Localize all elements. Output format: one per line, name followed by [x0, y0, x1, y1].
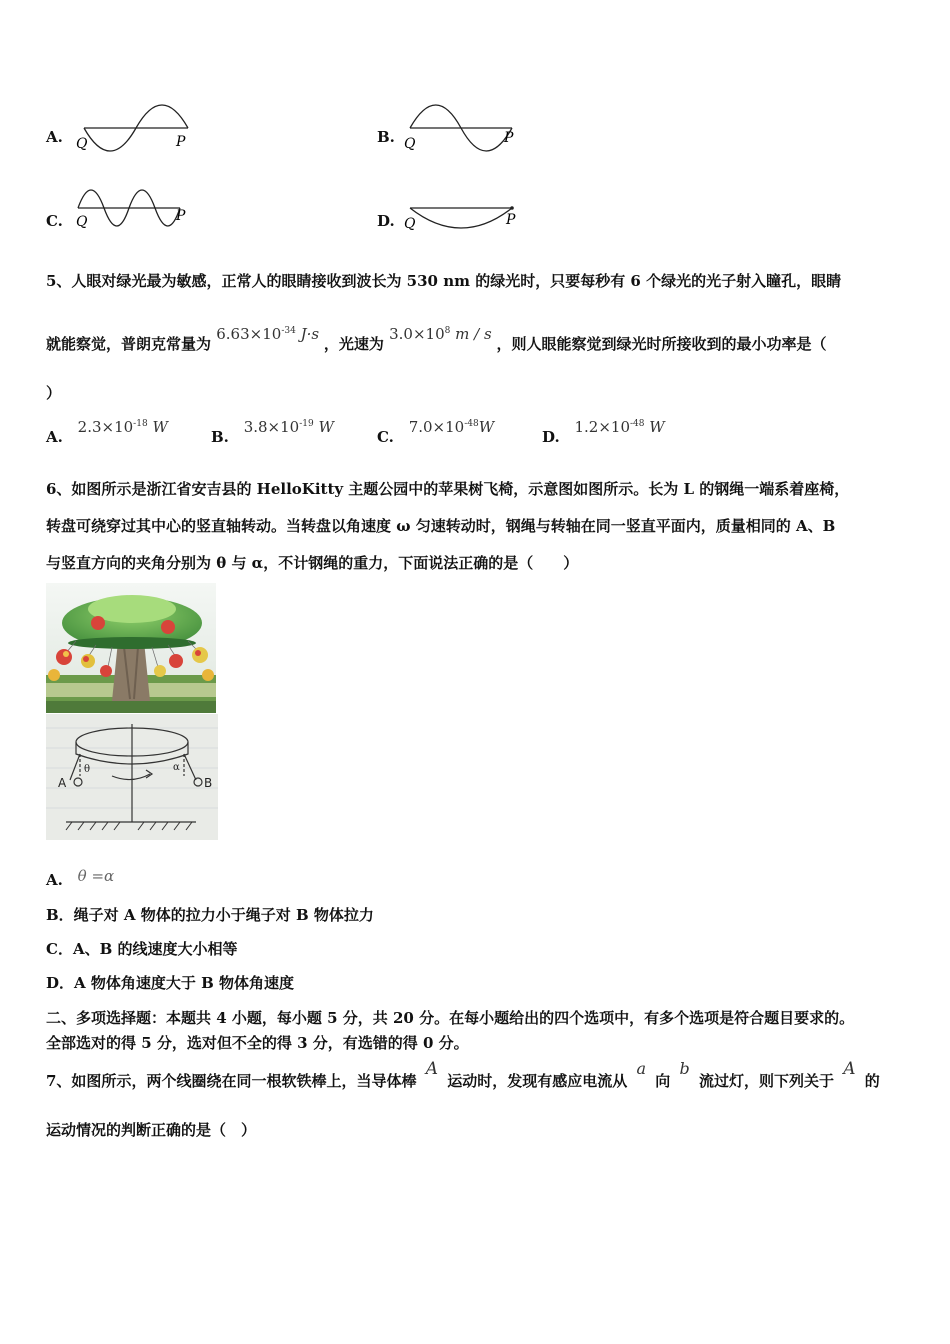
planck-constant: $6.63\times 10^{-34}$ J·s	[216, 325, 320, 343]
q7-line-1: 7、如图所示，两个线圈绕在同一根软铁棒上，当导体棒 A 运动时，发现有感应电流从 a 向 b 流过灯，则下列关于 A 的	[46, 1059, 880, 1090]
wave-figure-b	[400, 96, 530, 156]
q5-text-a: 就能察觉，普朗克常量为	[46, 335, 212, 353]
q-label: Q	[404, 136, 416, 152]
q5-option-b: B. $3.8\times 10^{-19}$ W	[211, 418, 334, 446]
var-A-2: A	[843, 1059, 856, 1079]
var-b: b	[679, 1059, 690, 1078]
q6-option-a: A. θ =α	[46, 867, 115, 889]
q-label: Q	[76, 136, 88, 152]
var-a: a	[636, 1059, 646, 1078]
q5-text-c: ，则人眼能察觉到绿光时所接收到的最小功率是（	[496, 335, 827, 353]
q-label: Q	[76, 214, 88, 230]
section2-line-1: 二、多项选择题：本题共 4 小题，每小题 5 分，共 20 分。在每小题给出的四个选项中，有多个选项是符合题目要求的。	[46, 1009, 855, 1027]
p-label: P	[176, 134, 186, 150]
swing-diagram	[46, 714, 218, 840]
var-A: A	[425, 1059, 438, 1079]
q5-text-b: ，光速为	[323, 335, 384, 353]
apple-tree-ride-photo	[46, 583, 216, 713]
p-label: P	[504, 130, 514, 146]
q6-option-b: B．绳子对 A 物体的拉力小于绳子对 B 物体拉力	[46, 906, 374, 924]
q6-line-2: 转盘可绕穿过其中心的竖直轴转动。当转盘以角速度 ω 匀速转动时，钢绳与转轴在同一竖直平面内，质量相同的 A、B	[46, 517, 836, 535]
p-label: P	[176, 208, 186, 224]
q-label: Q	[404, 216, 416, 232]
q6-option-c: C．A、B 的线速度大小相等	[46, 940, 238, 958]
option-label: C.	[46, 212, 63, 230]
label-b: B	[204, 776, 213, 790]
q5-option-d: D. $1.2\times 10^{-48}$ W	[542, 418, 665, 446]
wave-figure-c	[70, 180, 200, 240]
wave-figure-d	[400, 196, 530, 236]
q5-line-2	[46, 325, 827, 354]
q6-line-1: 6、如图所示是浙江省安吉县的 HelloKitty 主题公园中的苹果树飞椅，示意图如图所示。长为 L 的钢绳一端系着座椅，	[46, 480, 850, 498]
speed-of-light: $3.0\times 10^8$ m / s	[389, 325, 492, 343]
option-label: B.	[377, 128, 395, 146]
q5-option-a: A. $2.3\times 10^{-18}$ W	[46, 418, 168, 446]
q5-option-c: C. $7.0\times 10^{-48}W$	[377, 418, 495, 446]
q6-option-d: D．A 物体角速度大于 B 物体角速度	[46, 974, 294, 992]
q5-line-1: 5、人眼对绿光最为敏感，正常人的眼睛接收到波长为 530 nm 的绿光时，只要每秒有 6 个绿光的光子射入瞳孔，眼睛	[46, 272, 842, 290]
wave-figure-a	[70, 96, 200, 156]
q7-line-2: 运动情况的判断正确的是（ ）	[46, 1121, 257, 1139]
q6-line-3: 与竖直方向的夹角分别为 θ 与 α，不计钢绳的重力，下面说法正确的是（ ）	[46, 554, 579, 572]
option-label: D.	[377, 212, 395, 230]
label-a: A	[58, 776, 67, 790]
section2-line-2: 全部选对的得 5 分，选对但不全的得 3 分，有选错的得 0 分。	[46, 1034, 469, 1052]
q5-line-3: ）	[46, 384, 62, 402]
label-theta: θ	[84, 764, 91, 775]
label-alpha: α	[173, 762, 180, 773]
p-label: P	[506, 212, 516, 228]
option-label: A.	[46, 128, 63, 146]
